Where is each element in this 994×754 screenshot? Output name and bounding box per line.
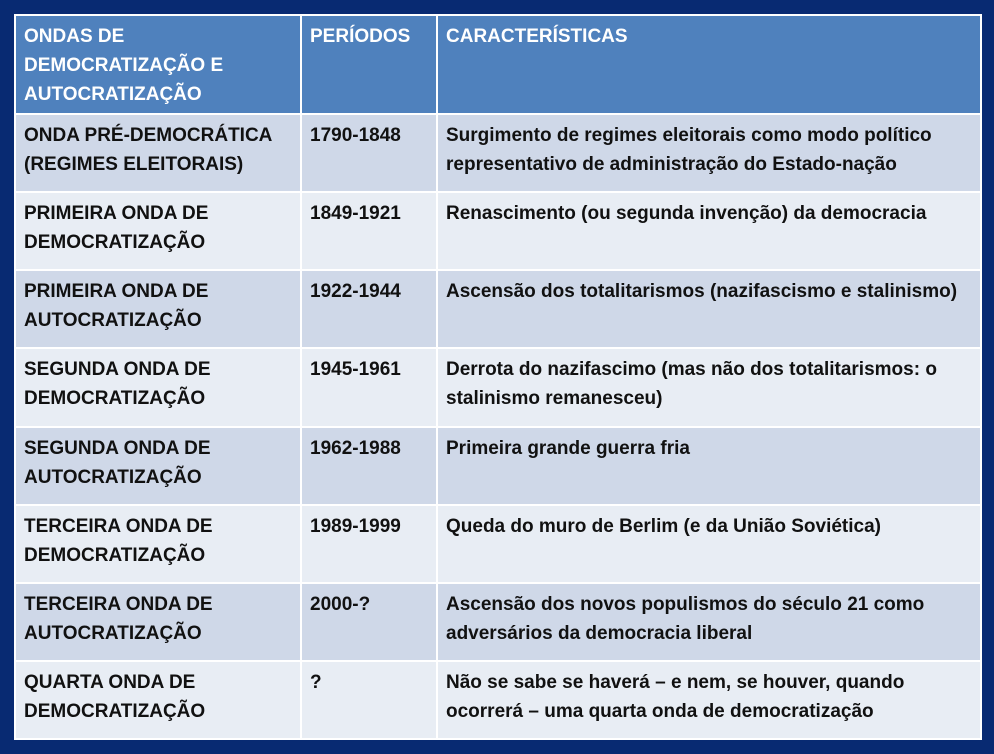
cell-caracteristicas: Queda do muro de Berlim (e da União Soviética)	[437, 505, 981, 583]
header-periodos: PERÍODOS	[301, 15, 437, 114]
table-row	[15, 192, 981, 270]
table-row	[15, 348, 981, 426]
cell-periodo: 1989-1999	[301, 505, 437, 583]
cell-onda: SEGUNDA ONDA DE DEMOCRATIZAÇÃO	[15, 348, 301, 426]
cell-periodo: 1790-1848	[301, 114, 437, 192]
cell-caracteristicas: Ascensão dos totalitarismos (nazifascismo e stalinismo)	[437, 270, 981, 348]
table-header-row	[15, 15, 981, 114]
cell-onda: ONDA PRÉ-DEMOCRÁTICA (REGIMES ELEITORAIS)	[15, 114, 301, 192]
cell-onda: PRIMEIRA ONDA DE DEMOCRATIZAÇÃO	[15, 192, 301, 270]
cell-onda: SEGUNDA ONDA DE AUTOCRATIZAÇÃO	[15, 427, 301, 505]
header-caracteristicas: CARACTERÍSTICAS	[437, 15, 981, 114]
cell-periodo: 1945-1961	[301, 348, 437, 426]
table-row	[15, 661, 981, 739]
cell-caracteristicas: Não se sabe se haverá – e nem, se houver, quando ocorrerá – uma quarta onda de democratização	[437, 661, 981, 739]
slide-frame	[14, 14, 980, 740]
table-row	[15, 270, 981, 348]
waves-table	[14, 14, 982, 740]
cell-periodo: 1922-1944	[301, 270, 437, 348]
cell-onda: QUARTA ONDA DE DEMOCRATIZAÇÃO	[15, 661, 301, 739]
cell-caracteristicas: Ascensão dos novos populismos do século 21 como adversários da democracia liberal	[437, 583, 981, 661]
cell-caracteristicas: Derrota do nazifascimo (mas não dos totalitarismos: o stalinismo remanesceu)	[437, 348, 981, 426]
table-row	[15, 427, 981, 505]
cell-periodo: 2000-?	[301, 583, 437, 661]
cell-onda: TERCEIRA ONDA DE AUTOCRATIZAÇÃO	[15, 583, 301, 661]
cell-onda: PRIMEIRA ONDA DE AUTOCRATIZAÇÃO	[15, 270, 301, 348]
table-row	[15, 505, 981, 583]
table-row	[15, 114, 981, 192]
cell-periodo: ?	[301, 661, 437, 739]
cell-periodo: 1962-1988	[301, 427, 437, 505]
header-ondas: ONDAS DE DEMOCRATIZAÇÃO E AUTOCRATIZAÇÃO	[15, 15, 301, 114]
cell-caracteristicas: Renascimento (ou segunda invenção) da democracia	[437, 192, 981, 270]
cell-periodo: 1849-1921	[301, 192, 437, 270]
cell-onda: TERCEIRA ONDA DE DEMOCRATIZAÇÃO	[15, 505, 301, 583]
cell-caracteristicas: Surgimento de regimes eleitorais como modo político representativo de administração do Estado-nação	[437, 114, 981, 192]
table-row	[15, 583, 981, 661]
cell-caracteristicas: Primeira grande guerra fria	[437, 427, 981, 505]
